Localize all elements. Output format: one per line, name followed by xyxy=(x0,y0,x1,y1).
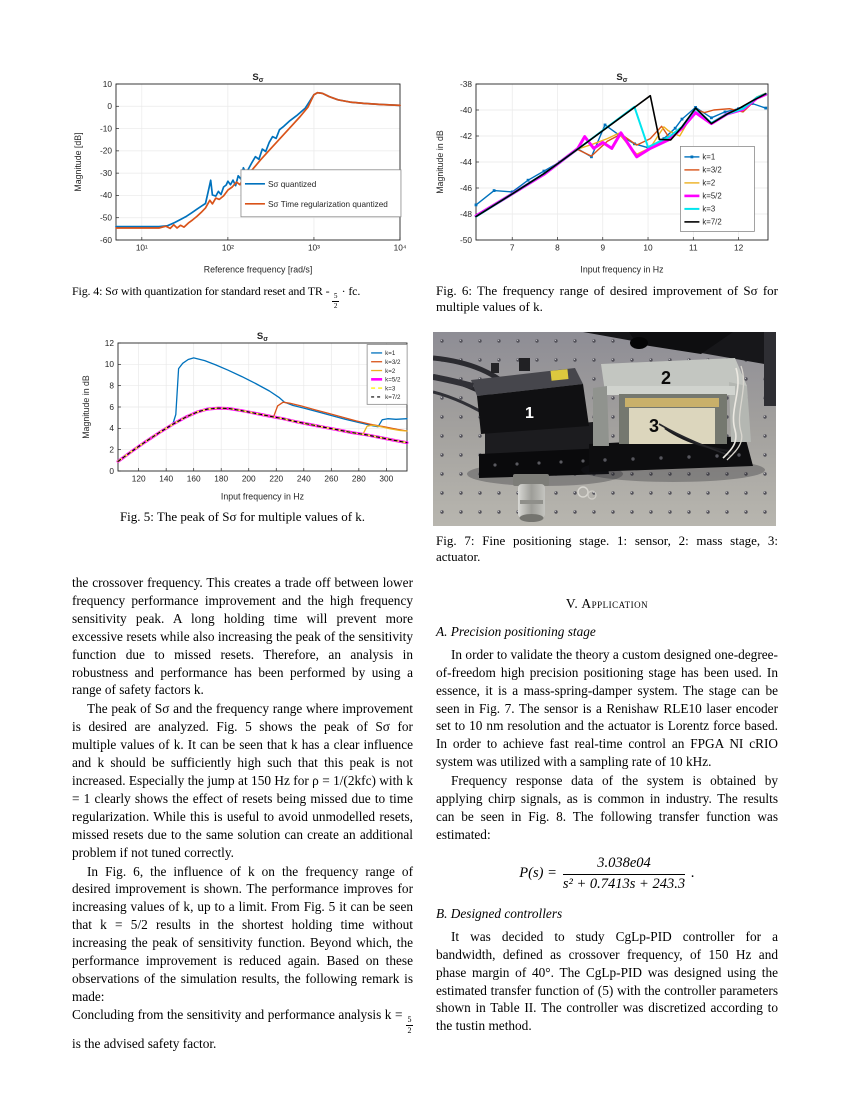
svg-text:k=2: k=2 xyxy=(702,178,716,188)
svg-text:Reference frequency [rad/s]: Reference frequency [rad/s] xyxy=(203,264,313,275)
fig4-sensitivity-chart xyxy=(70,70,412,276)
svg-text:280: 280 xyxy=(351,473,366,484)
svg-text:k=3/2: k=3/2 xyxy=(702,165,722,175)
equation-denominator: s² + 0.7413s + 243.3 xyxy=(562,876,686,893)
svg-text:-20: -20 xyxy=(100,145,112,156)
fig6-caption: Fig. 6: The frequency range of desired improvement of Sσ for multiple values of k. xyxy=(436,283,778,314)
paragraph-conclusion xyxy=(72,1006,413,1053)
fig4-caption xyxy=(72,284,417,310)
svg-text:140: 140 xyxy=(159,473,174,484)
svg-text:12: 12 xyxy=(104,337,114,348)
fig4-caption-tail: · fc. xyxy=(341,284,361,298)
svg-text:k=7/2: k=7/2 xyxy=(702,217,722,227)
subsection-precision-stage: A. Precision positioning stage xyxy=(436,623,596,639)
fig7-caption: Fig. 7: Fine positioning stage. 1: sensor, 2: mass stage, 3: actuator. xyxy=(436,533,778,564)
svg-text:10⁴: 10⁴ xyxy=(393,242,407,253)
svg-text:Sσ: $S_\sigma$ xyxy=(252,72,264,84)
svg-text:12: 12 xyxy=(733,242,744,253)
svg-text:9: 9 xyxy=(600,242,606,253)
svg-text:200: 200 xyxy=(241,473,256,484)
svg-text:220: 220 xyxy=(269,473,284,484)
svg-text:180: 180 xyxy=(214,473,229,484)
svg-text:Magnitude [dB]: Magnitude [dB] xyxy=(73,132,83,192)
svg-text:-42: -42 xyxy=(460,130,472,141)
svg-text:0: 0 xyxy=(107,101,112,112)
svg-text:Sσ Time regularization quantiz: Sσ Time regularization quantized xyxy=(267,199,388,209)
paragraph-stage-description: In order to validate the theory a custom designed one-degree-of-freedom high precision positioning stage has been used. In essence, it is a mass-spring-damper system. The stage can be seen in Fig. 7. The sensor is a Renishaw RLE10 laser encoder set to 10 nm resolution and the actuator is Lorentz force based. In order to achieve fast real-time control an FPGA NI cRIO system was utilized with a sampling rate of 10 kHz. xyxy=(436,646,778,770)
svg-text:10¹: 10¹ xyxy=(135,242,148,253)
svg-text:k=3: k=3 xyxy=(385,385,396,393)
svg-text:-50: -50 xyxy=(100,212,112,223)
svg-text:Magnitude in dB: Magnitude in dB xyxy=(435,130,445,194)
fig6-improvement-chart xyxy=(432,70,778,276)
svg-text:10: 10 xyxy=(643,242,653,253)
svg-text:10: 10 xyxy=(102,78,112,89)
svg-text:Sσ quantized: Sσ quantized xyxy=(267,179,317,189)
fig5-caption: Fig. 5: The peak of Sσ for multiple values of k. xyxy=(119,509,366,524)
conclusion-fraction: $\frac{5}{2}$ xyxy=(407,1015,412,1035)
svg-text:300: 300 xyxy=(379,473,394,484)
left-column xyxy=(72,574,413,1053)
svg-text:-48: -48 xyxy=(460,208,472,219)
svg-text:6: 6 xyxy=(109,401,114,412)
svg-text:0: 0 xyxy=(109,465,114,476)
equation-numerator: 3.038e04 xyxy=(563,854,685,876)
svg-text:7: 7 xyxy=(509,242,515,253)
svg-text:k=3/2: k=3/2 xyxy=(385,358,401,366)
svg-text:120: 120 xyxy=(131,473,146,484)
svg-text:4: 4 xyxy=(109,423,114,434)
conclusion-tail: is the advised safety factor. xyxy=(72,1035,217,1051)
svg-text:240: 240 xyxy=(296,473,311,484)
paragraph-crossover: the crossover frequency. This creates a trade off between lower frequency performance improvement and the high frequency sensitivity peak. A long holding time will prevent more excessive resets while also increasing the peak of the sensitivity function due to missed resets. Therefore, an analysis in robustness and performance has been performed by using a range of safety factors k. xyxy=(72,575,413,698)
svg-text:k=5/2: k=5/2 xyxy=(385,376,401,384)
conclusion-text: Concluding from the sensitivity and performance analysis k = xyxy=(72,1006,407,1022)
svg-text:-60: -60 xyxy=(100,234,112,245)
equation-period: . xyxy=(691,865,695,882)
svg-text:8: 8 xyxy=(109,380,114,391)
svg-text:-38: -38 xyxy=(460,78,472,89)
fig4-caption-text: Fig. 4: Sσ with quantization for standard reset and TR - xyxy=(72,284,333,298)
equation-lhs: P(s) = xyxy=(519,865,557,882)
section-heading-application: V. Application xyxy=(565,596,649,611)
svg-text:-40: -40 xyxy=(460,104,472,115)
svg-text:Magnitude in dB: Magnitude in dB xyxy=(81,375,91,439)
paragraph-frequency-response: Frequency response data of the system is obtained by applying chirp signals, as is common in industry. The results can be seen in Fig. 8. The following transfer function was estimated: xyxy=(436,773,778,842)
svg-text:160: 160 xyxy=(186,473,201,484)
svg-text:Input frequency in Hz: Input frequency in Hz xyxy=(580,264,664,275)
svg-text:Sσ: $S_\sigma$ xyxy=(256,331,269,343)
paragraph-controllers: It was decided to study CgLp-PID controller for a bandwidth, defined as crossover frequency, of 150 Hz and phase margin of 40°. The CgLp-PID was designed using the estimated transfer function of (5) with the controller parameters shown in Table II. The controller was discretized according to the tustin method. xyxy=(436,928,778,1034)
svg-text:Input frequency in Hz: Input frequency in Hz xyxy=(220,491,305,502)
fig7-positioning-stage-photo xyxy=(433,332,776,526)
photo-label-3: 3 xyxy=(649,416,660,436)
svg-text:8: 8 xyxy=(555,242,560,253)
right-column xyxy=(436,593,778,1035)
svg-text:Sσ: $S_\sigma$ xyxy=(616,72,628,84)
svg-text:k=5/2: k=5/2 xyxy=(702,191,722,201)
svg-text:k=1: k=1 xyxy=(702,152,716,162)
micrometer xyxy=(513,474,549,522)
transfer-function-equation xyxy=(436,854,778,895)
svg-text:k=3: k=3 xyxy=(702,204,716,214)
paragraph-peak-analysis: The peak of Sσ and the frequency range where improvement is desired are analyzed. Fig. 5 shows the peak of Sσ for multiple values of k. It can be seen that k has a clear influence and k should be sufficiently high such that this peak is not increased. Especially the jump at 150 Hz for ρ = 1/(2kfc) with k = 1 clearly shows the effect of resets being missed due to time regularization. While this is useful to avoid unmodelled resets, missed resets due to the same solution can create an additional problem if not tuned correctly. xyxy=(72,701,413,860)
paragraph-fig6-influence: In Fig. 6, the influence of k on the frequency range of desired improvement is shown. The performance improves for increasing values of k, up to a limit. From Fig. 5 it can be seen that k = 5/2 results in the shortest holding time without increasing the peak of sensitivity function. Beyond which, the performance improvement is reduced again. Based on these observations of the simulation results, the following remark is made: xyxy=(72,863,413,1004)
svg-text:-30: -30 xyxy=(100,167,112,178)
svg-text:-46: -46 xyxy=(460,182,472,193)
svg-text:2: 2 xyxy=(109,444,114,455)
svg-text:10²: 10² xyxy=(221,242,234,253)
svg-text:k=2: k=2 xyxy=(385,367,396,375)
fig4-caption-fraction: $\frac{5}{2}$ xyxy=(333,292,338,310)
svg-text:-40: -40 xyxy=(100,190,112,201)
svg-text:-10: -10 xyxy=(100,123,112,134)
svg-text:260: 260 xyxy=(324,473,339,484)
svg-text:-44: -44 xyxy=(460,156,472,167)
photo-label-2: 2 xyxy=(661,368,672,388)
svg-text:k=1: k=1 xyxy=(385,350,396,358)
svg-text:-50: -50 xyxy=(460,234,472,245)
svg-text:11: 11 xyxy=(688,242,698,253)
fig5-peak-chart xyxy=(78,331,415,503)
equation-fraction xyxy=(563,854,685,895)
subsection-designed-controllers: B. Designed controllers xyxy=(436,905,563,921)
svg-text:k=7/2: k=7/2 xyxy=(385,394,401,402)
svg-text:10³: 10³ xyxy=(307,242,320,253)
photo-label-1: 1 xyxy=(525,405,534,422)
svg-text:10: 10 xyxy=(104,359,114,370)
